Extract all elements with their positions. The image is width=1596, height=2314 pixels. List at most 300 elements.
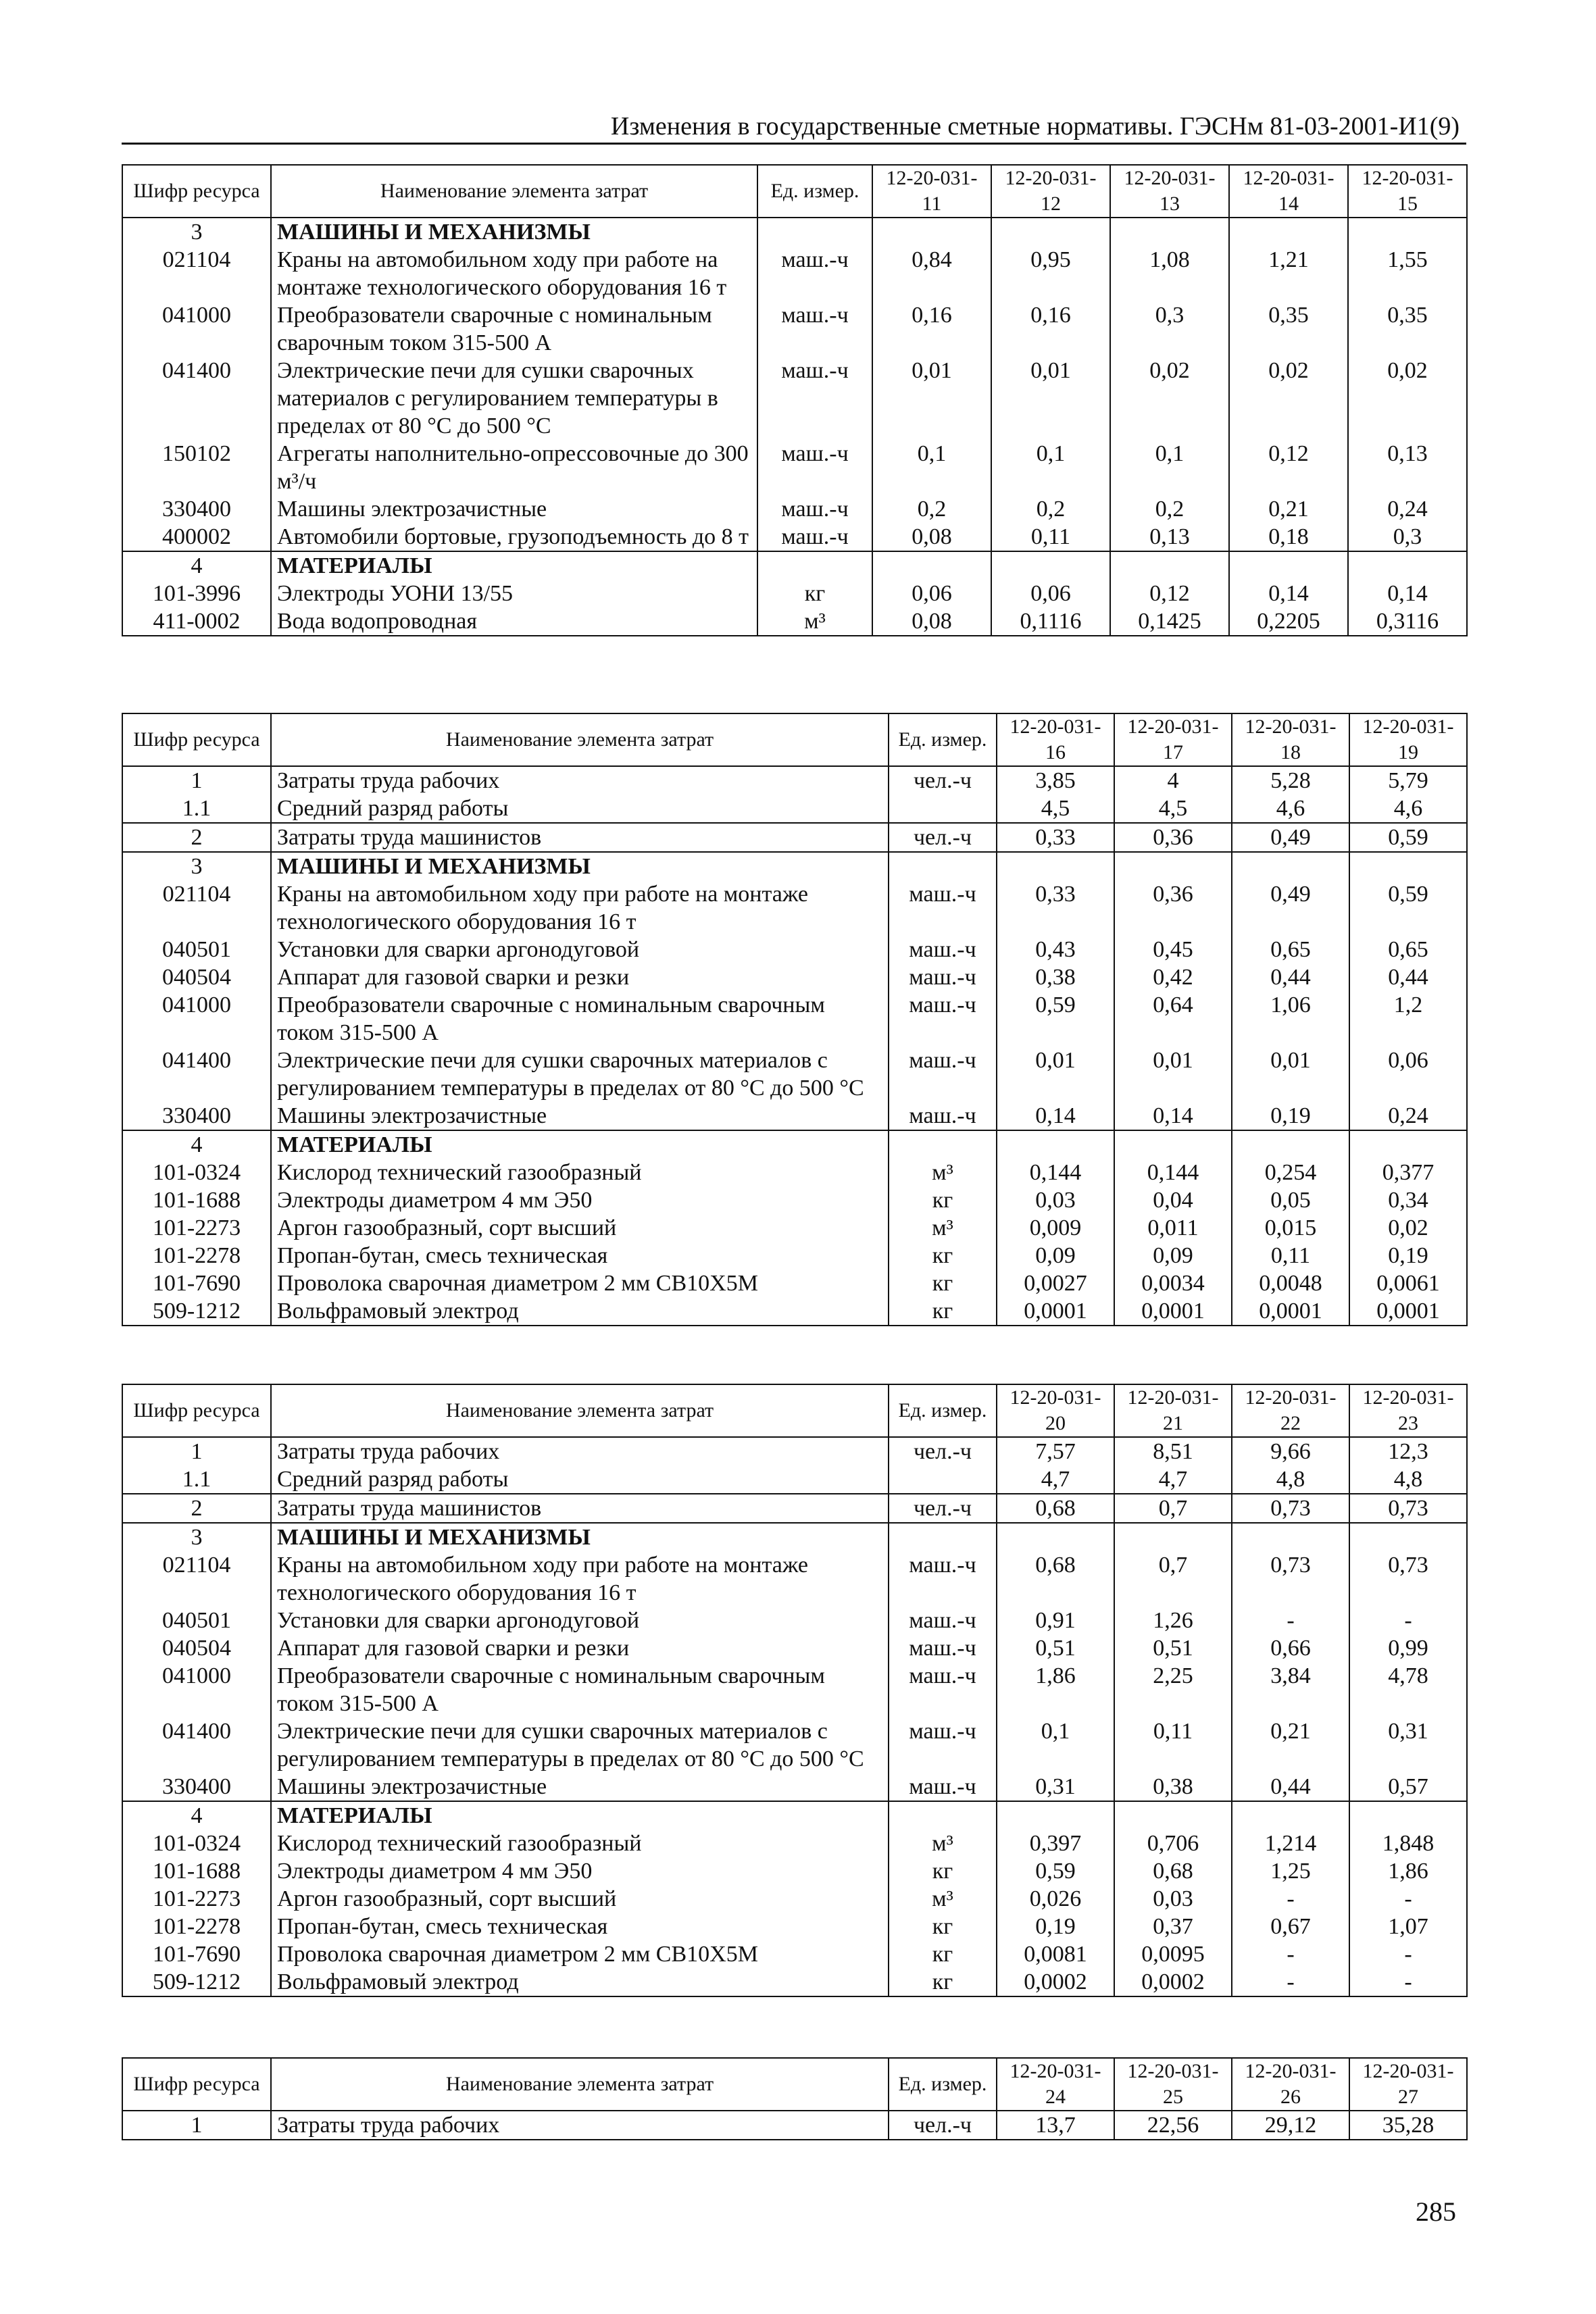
unit-cell: кг bbox=[889, 1940, 997, 1968]
value-cell: 0,43 bbox=[997, 936, 1114, 963]
norm-table-3 bbox=[122, 1384, 1468, 1997]
value-cell: 0,13 bbox=[1348, 440, 1467, 495]
unit-cell: маш.-ч bbox=[889, 1102, 997, 1130]
unit-cell: чел.-ч bbox=[889, 1437, 997, 1465]
resource-code: 4 bbox=[122, 551, 271, 580]
resource-code: 2 bbox=[122, 1494, 271, 1523]
table-row bbox=[122, 1607, 1467, 1634]
value-cell: 0,31 bbox=[997, 1773, 1114, 1801]
value-cell: 0,14 bbox=[997, 1102, 1114, 1130]
value-cell: 0,254 bbox=[1232, 1159, 1349, 1186]
value-cell: 1,06 bbox=[1232, 991, 1349, 1047]
cost-element-name: Электрические печи для сушки сварочных материалов с регулированием температуры в пределах от 80 °С до 500 °С bbox=[271, 357, 757, 440]
cost-element-name: Преобразователи сварочные с номинальным сварочным током 315-500 А bbox=[271, 1662, 889, 1717]
value-cell: 1,07 bbox=[1349, 1913, 1467, 1940]
value-cell: 0,67 bbox=[1232, 1913, 1349, 1940]
value-cell: 0,144 bbox=[997, 1159, 1114, 1186]
table-row bbox=[122, 880, 1467, 936]
cost-element-name: Аргон газообразный, сорт высший bbox=[271, 1885, 889, 1913]
value-cell: 0,64 bbox=[1114, 991, 1232, 1047]
cost-element-name: Электроды УОНИ 13/55 bbox=[271, 580, 757, 607]
header-code: Шифр ресурса bbox=[122, 165, 271, 218]
value-cell: 0,11 bbox=[1114, 1717, 1232, 1773]
value-cell: 4,6 bbox=[1232, 795, 1349, 823]
value-cell: 0,397 bbox=[997, 1830, 1114, 1857]
header-norm-code: 12-20-031-20 bbox=[997, 1384, 1114, 1437]
header-norm-code: 12-20-031-15 bbox=[1348, 165, 1467, 218]
value-cell: 0,03 bbox=[1114, 1885, 1232, 1913]
value-cell: 0,19 bbox=[1349, 1242, 1467, 1269]
table-row bbox=[122, 440, 1467, 495]
unit-cell bbox=[757, 551, 872, 580]
unit-cell: маш.-ч bbox=[757, 301, 872, 357]
value-cell: 0,33 bbox=[997, 823, 1114, 852]
header-code: Шифр ресурса bbox=[122, 1384, 271, 1437]
value-cell: 0,01 bbox=[872, 357, 991, 440]
unit-cell: кг bbox=[889, 1297, 997, 1326]
value-cell: 0,35 bbox=[1348, 301, 1467, 357]
value-cell: 0,36 bbox=[1114, 823, 1232, 852]
value-cell: 0,12 bbox=[1110, 580, 1229, 607]
value-cell: - bbox=[1349, 1968, 1467, 1996]
value-cell: 0,009 bbox=[997, 1214, 1114, 1242]
value-cell: 0,44 bbox=[1232, 963, 1349, 991]
resource-code: 1.1 bbox=[122, 795, 271, 823]
cost-element-name: Краны на автомобильном ходу при работе на монтаже технологического оборудования 16 т bbox=[271, 246, 757, 301]
value-cell: 13,7 bbox=[997, 2111, 1114, 2140]
header-code: Шифр ресурса bbox=[122, 713, 271, 766]
value-cell: 0,35 bbox=[1229, 301, 1348, 357]
resource-code: 101-3996 bbox=[122, 580, 271, 607]
resource-code: 101-0324 bbox=[122, 1830, 271, 1857]
resource-code: 041400 bbox=[122, 1047, 271, 1102]
resource-code: 509-1212 bbox=[122, 1968, 271, 1996]
value-cell bbox=[1114, 852, 1232, 880]
section-title: МАТЕРИАЛЫ bbox=[271, 1130, 889, 1159]
unit-cell: маш.-ч bbox=[889, 1634, 997, 1662]
value-cell: 0,2 bbox=[872, 495, 991, 523]
value-cell: 4,8 bbox=[1349, 1465, 1467, 1494]
page-number: 285 bbox=[1416, 2196, 1456, 2227]
resource-code: 021104 bbox=[122, 1551, 271, 1607]
resource-code: 101-2273 bbox=[122, 1885, 271, 1913]
unit-cell: кг bbox=[889, 1186, 997, 1214]
value-cell bbox=[997, 852, 1114, 880]
value-cell: 0,02 bbox=[1348, 357, 1467, 440]
cost-element-name: Затраты труда рабочих bbox=[271, 2111, 889, 2140]
resource-code: 1 bbox=[122, 1437, 271, 1465]
table-row bbox=[122, 1662, 1467, 1717]
resource-code: 101-7690 bbox=[122, 1269, 271, 1297]
value-cell: 4,78 bbox=[1349, 1662, 1467, 1717]
table-row bbox=[122, 1465, 1467, 1494]
header-norm-code: 12-20-031-17 bbox=[1114, 713, 1232, 766]
value-cell: 0,95 bbox=[991, 246, 1110, 301]
resource-code: 040504 bbox=[122, 1634, 271, 1662]
cost-element-name: Аппарат для газовой сварки и резки bbox=[271, 1634, 889, 1662]
table-row bbox=[122, 551, 1467, 580]
unit-cell bbox=[889, 1523, 997, 1551]
value-cell: 0,38 bbox=[1114, 1773, 1232, 1801]
value-cell: 0,0048 bbox=[1232, 1269, 1349, 1297]
table-row bbox=[122, 991, 1467, 1047]
table-row bbox=[122, 357, 1467, 440]
table-row bbox=[122, 1186, 1467, 1214]
header-norm-code: 12-20-031-24 bbox=[997, 2058, 1114, 2111]
unit-cell: маш.-ч bbox=[889, 880, 997, 936]
cost-element-name: Машины электрозачистные bbox=[271, 1773, 889, 1801]
cost-element-name: Электрические печи для сушки сварочных материалов с регулированием температуры в пределах от 80 °С до 500 °С bbox=[271, 1717, 889, 1773]
value-cell bbox=[1232, 1130, 1349, 1159]
value-cell: 1,86 bbox=[1349, 1857, 1467, 1885]
value-cell bbox=[997, 1801, 1114, 1830]
unit-cell: маш.-ч bbox=[889, 936, 997, 963]
cost-element-name: Машины электрозачистные bbox=[271, 1102, 889, 1130]
value-cell: 1,08 bbox=[1110, 246, 1229, 301]
value-cell: 0,015 bbox=[1232, 1214, 1349, 1242]
table-row bbox=[122, 1885, 1467, 1913]
table-row bbox=[122, 1130, 1467, 1159]
value-cell: 0,09 bbox=[997, 1242, 1114, 1269]
table-row bbox=[122, 1634, 1467, 1662]
value-cell: 1,55 bbox=[1348, 246, 1467, 301]
unit-cell: маш.-ч bbox=[889, 1047, 997, 1102]
unit-cell: чел.-ч bbox=[889, 766, 997, 795]
value-cell: 0,66 bbox=[1232, 1634, 1349, 1662]
table-row bbox=[122, 2111, 1467, 2140]
header-norm-code: 12-20-031-22 bbox=[1232, 1384, 1349, 1437]
table-row bbox=[122, 1801, 1467, 1830]
value-cell: 0,91 bbox=[997, 1607, 1114, 1634]
unit-cell bbox=[889, 1465, 997, 1494]
value-cell: 0,026 bbox=[997, 1885, 1114, 1913]
value-cell: 0,16 bbox=[872, 301, 991, 357]
value-cell: 0,12 bbox=[1229, 440, 1348, 495]
header-name: Наименование элемента затрат bbox=[271, 165, 757, 218]
value-cell: 3,84 bbox=[1232, 1662, 1349, 1717]
value-cell: 9,66 bbox=[1232, 1437, 1349, 1465]
resource-code: 041400 bbox=[122, 357, 271, 440]
value-cell: 0,2205 bbox=[1229, 607, 1348, 636]
value-cell: 0,65 bbox=[1232, 936, 1349, 963]
section-title: МАТЕРИАЛЫ bbox=[271, 551, 757, 580]
resource-code: 040501 bbox=[122, 936, 271, 963]
value-cell: 0,06 bbox=[1349, 1047, 1467, 1102]
unit-cell: маш.-ч bbox=[889, 1717, 997, 1773]
value-cell: 0,34 bbox=[1349, 1186, 1467, 1214]
value-cell bbox=[1349, 1130, 1467, 1159]
value-cell: 0,59 bbox=[997, 991, 1114, 1047]
unit-cell: маш.-ч bbox=[889, 1662, 997, 1717]
value-cell: - bbox=[1232, 1968, 1349, 1996]
header-unit: Ед. измер. bbox=[889, 1384, 997, 1437]
value-cell: 0,01 bbox=[991, 357, 1110, 440]
table-row bbox=[122, 936, 1467, 963]
value-cell: 0,24 bbox=[1349, 1102, 1467, 1130]
cost-element-name: Кислород технический газообразный bbox=[271, 1830, 889, 1857]
resource-code: 021104 bbox=[122, 246, 271, 301]
table-row bbox=[122, 1913, 1467, 1940]
table-row bbox=[122, 607, 1467, 636]
table-header-row bbox=[122, 2058, 1467, 2111]
resource-code: 330400 bbox=[122, 1773, 271, 1801]
resource-code: 3 bbox=[122, 852, 271, 880]
resource-code: 101-2278 bbox=[122, 1242, 271, 1269]
value-cell bbox=[1114, 1801, 1232, 1830]
value-cell: 0,08 bbox=[872, 523, 991, 551]
value-cell: - bbox=[1232, 1607, 1349, 1634]
cost-element-name: Установки для сварки аргонодуговой bbox=[271, 1607, 889, 1634]
unit-cell: маш.-ч bbox=[757, 495, 872, 523]
table-row bbox=[122, 1968, 1467, 1996]
cost-element-name: Проволока сварочная диаметром 2 мм СВ10Х5М bbox=[271, 1940, 889, 1968]
table-header-row bbox=[122, 165, 1467, 218]
table-row bbox=[122, 1551, 1467, 1607]
value-cell bbox=[1349, 1801, 1467, 1830]
unit-cell: м³ bbox=[757, 607, 872, 636]
unit-cell: маш.-ч bbox=[889, 1551, 997, 1607]
resource-code: 041000 bbox=[122, 1662, 271, 1717]
value-cell: 5,28 bbox=[1232, 766, 1349, 795]
header-name: Наименование элемента затрат bbox=[271, 2058, 889, 2111]
cost-element-name: Автомобили бортовые, грузоподъемность до 8 т bbox=[271, 523, 757, 551]
value-cell: 29,12 bbox=[1232, 2111, 1349, 2140]
value-cell: 1,25 bbox=[1232, 1857, 1349, 1885]
value-cell bbox=[1348, 218, 1467, 246]
header-norm-code: 12-20-031-26 bbox=[1232, 2058, 1349, 2111]
resource-code: 101-2278 bbox=[122, 1913, 271, 1940]
value-cell: - bbox=[1349, 1607, 1467, 1634]
value-cell: 4,7 bbox=[1114, 1465, 1232, 1494]
header-norm-code: 12-20-031-14 bbox=[1229, 165, 1348, 218]
table-header-row bbox=[122, 1384, 1467, 1437]
value-cell: 0,02 bbox=[1229, 357, 1348, 440]
table-row bbox=[122, 495, 1467, 523]
resource-code: 040504 bbox=[122, 963, 271, 991]
table-row bbox=[122, 1437, 1467, 1465]
value-cell: 0,0034 bbox=[1114, 1269, 1232, 1297]
table-row bbox=[122, 1242, 1467, 1269]
value-cell: 0,36 bbox=[1114, 880, 1232, 936]
value-cell: 0,19 bbox=[997, 1913, 1114, 1940]
value-cell: 0,59 bbox=[997, 1857, 1114, 1885]
cost-element-name: Преобразователи сварочные с номинальным сварочным током 315-500 А bbox=[271, 991, 889, 1047]
value-cell: 0,73 bbox=[1232, 1551, 1349, 1607]
resource-code: 041400 bbox=[122, 1717, 271, 1773]
table-row bbox=[122, 1297, 1467, 1326]
unit-cell: маш.-ч bbox=[757, 440, 872, 495]
resource-code: 411-0002 bbox=[122, 607, 271, 636]
table-row bbox=[122, 1940, 1467, 1968]
value-cell bbox=[991, 551, 1110, 580]
value-cell: 0,11 bbox=[1232, 1242, 1349, 1269]
value-cell: 0,16 bbox=[991, 301, 1110, 357]
value-cell: 0,03 bbox=[997, 1186, 1114, 1214]
value-cell: 0,05 bbox=[1232, 1186, 1349, 1214]
cost-element-name: Установки для сварки аргонодуговой bbox=[271, 936, 889, 963]
unit-cell: маш.-ч bbox=[757, 246, 872, 301]
value-cell: 0,0001 bbox=[997, 1297, 1114, 1326]
value-cell: 0,04 bbox=[1114, 1186, 1232, 1214]
value-cell: 0,1 bbox=[997, 1717, 1114, 1773]
value-cell: 0,377 bbox=[1349, 1159, 1467, 1186]
value-cell: 4,5 bbox=[997, 795, 1114, 823]
value-cell: 0,19 bbox=[1232, 1102, 1349, 1130]
resource-code: 101-1688 bbox=[122, 1857, 271, 1885]
value-cell: 0,44 bbox=[1349, 963, 1467, 991]
value-cell: 1,26 bbox=[1114, 1607, 1232, 1634]
resource-code: 040501 bbox=[122, 1607, 271, 1634]
value-cell bbox=[1110, 218, 1229, 246]
value-cell bbox=[991, 218, 1110, 246]
resource-code: 3 bbox=[122, 218, 271, 246]
table-row bbox=[122, 218, 1467, 246]
value-cell: 0,0001 bbox=[1349, 1297, 1467, 1326]
value-cell: 0,21 bbox=[1232, 1717, 1349, 1773]
value-cell: 1,21 bbox=[1229, 246, 1348, 301]
value-cell bbox=[997, 1130, 1114, 1159]
value-cell: 0,011 bbox=[1114, 1214, 1232, 1242]
cost-element-name: Затраты труда рабочих bbox=[271, 1437, 889, 1465]
cost-element-name: Краны на автомобильном ходу при работе на монтаже технологического оборудования 16 т bbox=[271, 1551, 889, 1607]
value-cell: 0,73 bbox=[1349, 1494, 1467, 1523]
value-cell: 0,73 bbox=[1349, 1551, 1467, 1607]
value-cell: 0,24 bbox=[1348, 495, 1467, 523]
unit-cell: маш.-ч bbox=[889, 963, 997, 991]
value-cell: 0,99 bbox=[1349, 1634, 1467, 1662]
value-cell: 0,01 bbox=[997, 1047, 1114, 1102]
value-cell: 5,79 bbox=[1349, 766, 1467, 795]
value-cell: 0,7 bbox=[1114, 1494, 1232, 1523]
resource-code: 4 bbox=[122, 1801, 271, 1830]
resource-code: 101-2273 bbox=[122, 1214, 271, 1242]
table-row bbox=[122, 301, 1467, 357]
value-cell: 0,57 bbox=[1349, 1773, 1467, 1801]
value-cell: - bbox=[1232, 1885, 1349, 1913]
header-norm-code: 12-20-031-16 bbox=[997, 713, 1114, 766]
value-cell: 4 bbox=[1114, 766, 1232, 795]
value-cell: 8,51 bbox=[1114, 1437, 1232, 1465]
value-cell: 4,5 bbox=[1114, 795, 1232, 823]
value-cell bbox=[1349, 1523, 1467, 1551]
value-cell: 0,09 bbox=[1114, 1242, 1232, 1269]
header-norm-code: 12-20-031-25 bbox=[1114, 2058, 1232, 2111]
cost-element-name: Пропан-бутан, смесь техническая bbox=[271, 1242, 889, 1269]
table-row bbox=[122, 766, 1467, 795]
value-cell: 0,68 bbox=[997, 1494, 1114, 1523]
resource-code: 4 bbox=[122, 1130, 271, 1159]
table-row bbox=[122, 523, 1467, 551]
cost-element-name: Электроды диаметром 4 мм Э50 bbox=[271, 1186, 889, 1214]
cost-element-name: Кислород технический газообразный bbox=[271, 1159, 889, 1186]
value-cell: 0,0081 bbox=[997, 1940, 1114, 1968]
value-cell: 0,0001 bbox=[1232, 1297, 1349, 1326]
section-title: МАТЕРИАЛЫ bbox=[271, 1801, 889, 1830]
unit-cell: кг bbox=[757, 580, 872, 607]
value-cell: 0,14 bbox=[1114, 1102, 1232, 1130]
value-cell: 2,25 bbox=[1114, 1662, 1232, 1717]
value-cell: 0,21 bbox=[1229, 495, 1348, 523]
unit-cell: м³ bbox=[889, 1885, 997, 1913]
value-cell: 0,68 bbox=[997, 1551, 1114, 1607]
value-cell: 0,3116 bbox=[1348, 607, 1467, 636]
value-cell: 0,02 bbox=[1349, 1214, 1467, 1242]
cost-element-name: Вода водопроводная bbox=[271, 607, 757, 636]
table-row bbox=[122, 1830, 1467, 1857]
cost-element-name: Затраты труда рабочих bbox=[271, 766, 889, 795]
running-header bbox=[122, 111, 1466, 145]
value-cell: 0,1 bbox=[1110, 440, 1229, 495]
cost-element-name: Средний разряд работы bbox=[271, 795, 889, 823]
unit-cell bbox=[889, 852, 997, 880]
value-cell: 0,44 bbox=[1232, 1773, 1349, 1801]
value-cell: 0,01 bbox=[1114, 1047, 1232, 1102]
value-cell: 0,38 bbox=[997, 963, 1114, 991]
value-cell: 0,2 bbox=[991, 495, 1110, 523]
resource-code: 1.1 bbox=[122, 1465, 271, 1494]
norm-table-4 bbox=[122, 2057, 1468, 2140]
value-cell bbox=[872, 551, 991, 580]
table-row bbox=[122, 1102, 1467, 1130]
value-cell: 1,2 bbox=[1349, 991, 1467, 1047]
resource-code: 150102 bbox=[122, 440, 271, 495]
unit-cell: маш.-ч bbox=[889, 1773, 997, 1801]
cost-element-name: Аппарат для газовой сварки и резки bbox=[271, 963, 889, 991]
value-cell: 0,0001 bbox=[1114, 1297, 1232, 1326]
header-norm-code: 12-20-031-19 bbox=[1349, 713, 1467, 766]
unit-cell: кг bbox=[889, 1913, 997, 1940]
value-cell: 0,0002 bbox=[997, 1968, 1114, 1996]
value-cell bbox=[1110, 551, 1229, 580]
unit-cell bbox=[757, 218, 872, 246]
value-cell: 22,56 bbox=[1114, 2111, 1232, 2140]
unit-cell bbox=[889, 1130, 997, 1159]
unit-cell: кг bbox=[889, 1269, 997, 1297]
cost-element-name: Проволока сварочная диаметром 2 мм СВ10Х5М bbox=[271, 1269, 889, 1297]
unit-cell: чел.-ч bbox=[889, 823, 997, 852]
section-title: МАШИНЫ И МЕХАНИЗМЫ bbox=[271, 1523, 889, 1551]
value-cell: 0,0027 bbox=[997, 1269, 1114, 1297]
norm-table-2 bbox=[122, 713, 1468, 1326]
value-cell: 4,6 bbox=[1349, 795, 1467, 823]
value-cell: - bbox=[1349, 1885, 1467, 1913]
table-row bbox=[122, 1269, 1467, 1297]
cost-element-name: Вольфрамовый электрод bbox=[271, 1968, 889, 1996]
value-cell: 0,59 bbox=[1349, 880, 1467, 936]
value-cell: 0,14 bbox=[1348, 580, 1467, 607]
value-cell: 0,84 bbox=[872, 246, 991, 301]
resource-code: 101-7690 bbox=[122, 1940, 271, 1968]
resource-code: 2 bbox=[122, 823, 271, 852]
unit-cell: маш.-ч bbox=[757, 357, 872, 440]
value-cell: 0,06 bbox=[872, 580, 991, 607]
resource-code: 021104 bbox=[122, 880, 271, 936]
table-row bbox=[122, 246, 1467, 301]
header-title: Изменения в государственные сметные нормативы. ГЭСНм 81-03-2001-И1(9) bbox=[610, 112, 1460, 141]
value-cell: 0,68 bbox=[1114, 1857, 1232, 1885]
cost-element-name: Аргон газообразный, сорт высший bbox=[271, 1214, 889, 1242]
value-cell: 0,144 bbox=[1114, 1159, 1232, 1186]
header-norm-code: 12-20-031-27 bbox=[1349, 2058, 1467, 2111]
cost-element-name: Затраты труда машинистов bbox=[271, 823, 889, 852]
resource-code: 509-1212 bbox=[122, 1297, 271, 1326]
table-row bbox=[122, 1857, 1467, 1885]
value-cell: 0,0095 bbox=[1114, 1940, 1232, 1968]
value-cell: 0,18 bbox=[1229, 523, 1348, 551]
value-cell: 4,8 bbox=[1232, 1465, 1349, 1494]
value-cell: 0,3 bbox=[1348, 523, 1467, 551]
value-cell: - bbox=[1349, 1940, 1467, 1968]
